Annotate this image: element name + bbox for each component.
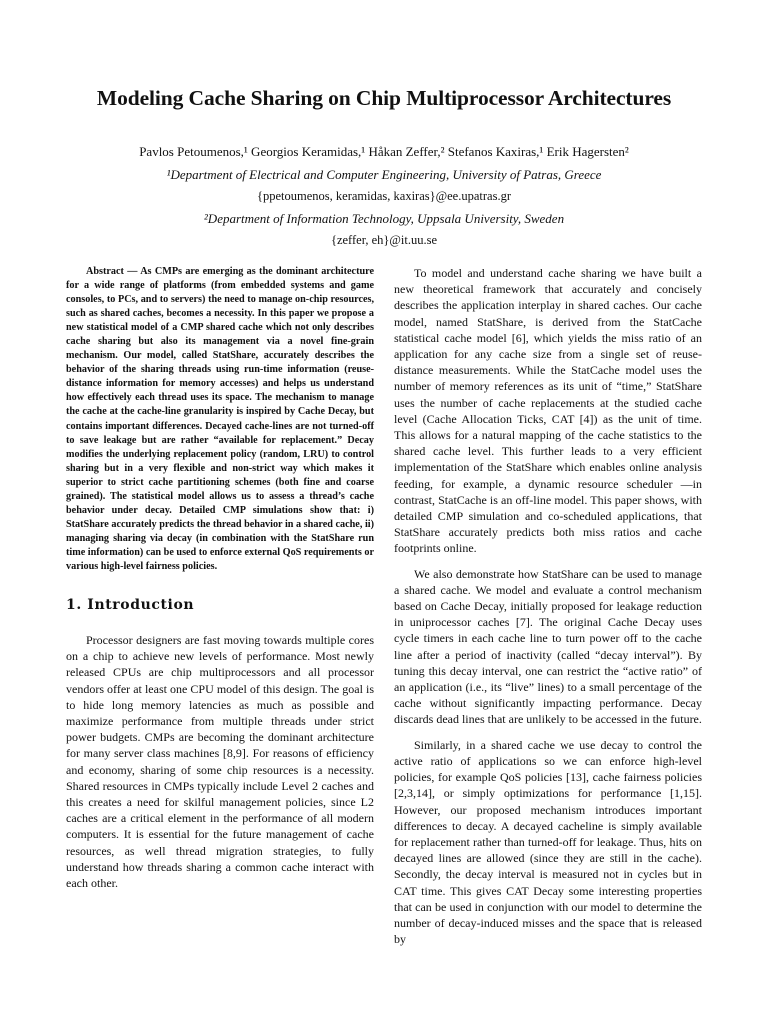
email-uppsala: {zeffer, eh}@it.uu.se (330, 233, 438, 247)
email-patras: {ppetoumenos, keramidas, kaxiras}@ee.upatras.gr (257, 189, 511, 203)
abstract: Abstract — As CMPs are emerging as the dominant architecture for a wide range of platforms (from embedded systems and game consoles, to PCs, and to servers) the need to manage on-chip resources, such as shared caches, becomes a necessity. In this paper we propose a new statistical model of a CMP shared cache which not only describes cache sharing but also its management via a novel fine-grain mechanism. Our model, called StatShare, accurately describes the behavior of the sharing threads using run-time information (reuse-distance information for memory accesses) and helps us understand how effectively each thread uses its space. The mechanism to manage the cache at the cache-line granularity is inspired by Cache Decay, but contains important differences. Decayed cache-lines are not turned-off to save leakage but are rather “available for replacement.” Decay modifies the underlying replacement policy (random, LRU) to control sharing but in a very flexible and non-strict way which makes it superior to strict cache partitioning schemes (both fine and coarse grained). The statistical model allows us to assess a thread’s cache behavior under decay. Detailed CMP simulations show that: i) StatShare accurately predicts the thread behavior in a shared cache, ii) managing sharing via decay (in combination with the StatShare run time information) can be used to enforce external QoS requirements or various high-level fairness policies. (66, 266, 374, 572)
affiliation-uppsala: ²Department of Information Technology, Uppsala University, Sweden (203, 211, 565, 226)
right-column (394, 265, 702, 947)
affiliation-patras: ¹Department of Electrical and Computer Engineering, University of Patras, Greece (166, 167, 602, 182)
section-heading-introduction: 1. Introduction (66, 597, 195, 614)
left-column (66, 265, 374, 891)
paragraph-shared-cache-decay: Similarly, in a shared cache we use decay to control the active ratio of applications so we can enforce high-level policies, for example QoS policies [13], cache fairness policies [2,3,14], or simply optimizations for performance [1,15]. However, our proposed mechanism introduces important differences to decay. A decayed cacheline is simply available for replacement rather than turned-off for leakage. Thus, hits on decayed lines are allowed (since they are still in the cache). Secondly, the decay interval is measured not in cycles but in CAT time. This gives CAT Decay some interesting properties that can be used in conjunction with our model to determine the number of decay-induced misses and the space that is released by (394, 737, 702, 947)
intro-paragraph: Processor designers are fast moving towards multiple cores on a chip to achieve new levels of performance. Most newly released CPUs are chip multiprocessors and all processor vendors offer at least one CPU model of this design. The goal is to hide long memory latencies as much as possible and maximize performance from multiple threads under strict power budgets. CMPs are becoming the dominant architecture for many server class machines [8,9]. For reasons of efficiency and economy, sharing of some chip resources is a necessity. Shared resources in CMPs typically include Level 2 caches and this creates a need for skilful management policies, since L2 caches are a critical element in the performance of all modern computers. It is essential for the future management of cache resources, as well thread migration strategies, to fully understand how threads sharing a common cache interact with each other. (66, 633, 374, 891)
paper-title: Modeling Cache Sharing on Chip Multiprocessor Architectures (96, 86, 672, 110)
paragraph-cache-decay: We also demonstrate how StatShare can be used to manage a shared cache. We model and evaluate a control mechanism based on Cache Decay, initially proposed for leakage reduction in uniprocessor caches [7]. The original Cache Decay uses cycle timers in each cache line to turn power off to the cache line after a period of inactivity (called “decay interval”). By tuning this decay interval, one can restrict the “active ratio” of an application (i.e., its “live” lines) to a small percentage of the cache without significantly impacting performance. Decay discards dead lines that are unlikely to be accessed in the future. (394, 566, 702, 727)
author-list: Pavlos Petoumenos,¹ Georgios Keramidas,¹ Håkan Zeffer,² Stefanos Kaxiras,¹ Erik Hagersten² (139, 144, 629, 159)
paragraph-statshare-model: To model and understand cache sharing we have built a new theoretical framework that accurately and concisely describes the application interplay in shared caches. Our cache model, named StatShare, is derived from the StatCache statistical cache model [6], which yields the miss ratio of an application for any cache size from a single set of reuse-distance measurements. While the StatCache model uses the number of memory references as its unit of “time,” StatShare uses the number of cache replacements at the studied cache level (Cache Allocation Ticks, CAT [4]) as the unit of time. This allows for a natural mapping of the cache statistics to the shared cache level. This further leads to a very efficient implementation of the StatShare which enables online analysis feeding, for example, a dynamic resource scheduler —in contrast, StatCache is an off-line model. This paper shows, with detailed CMP simulation and co-scheduled applications, that StatShare accurately predicts both miss ratios and cache footprints online. (394, 266, 702, 556)
